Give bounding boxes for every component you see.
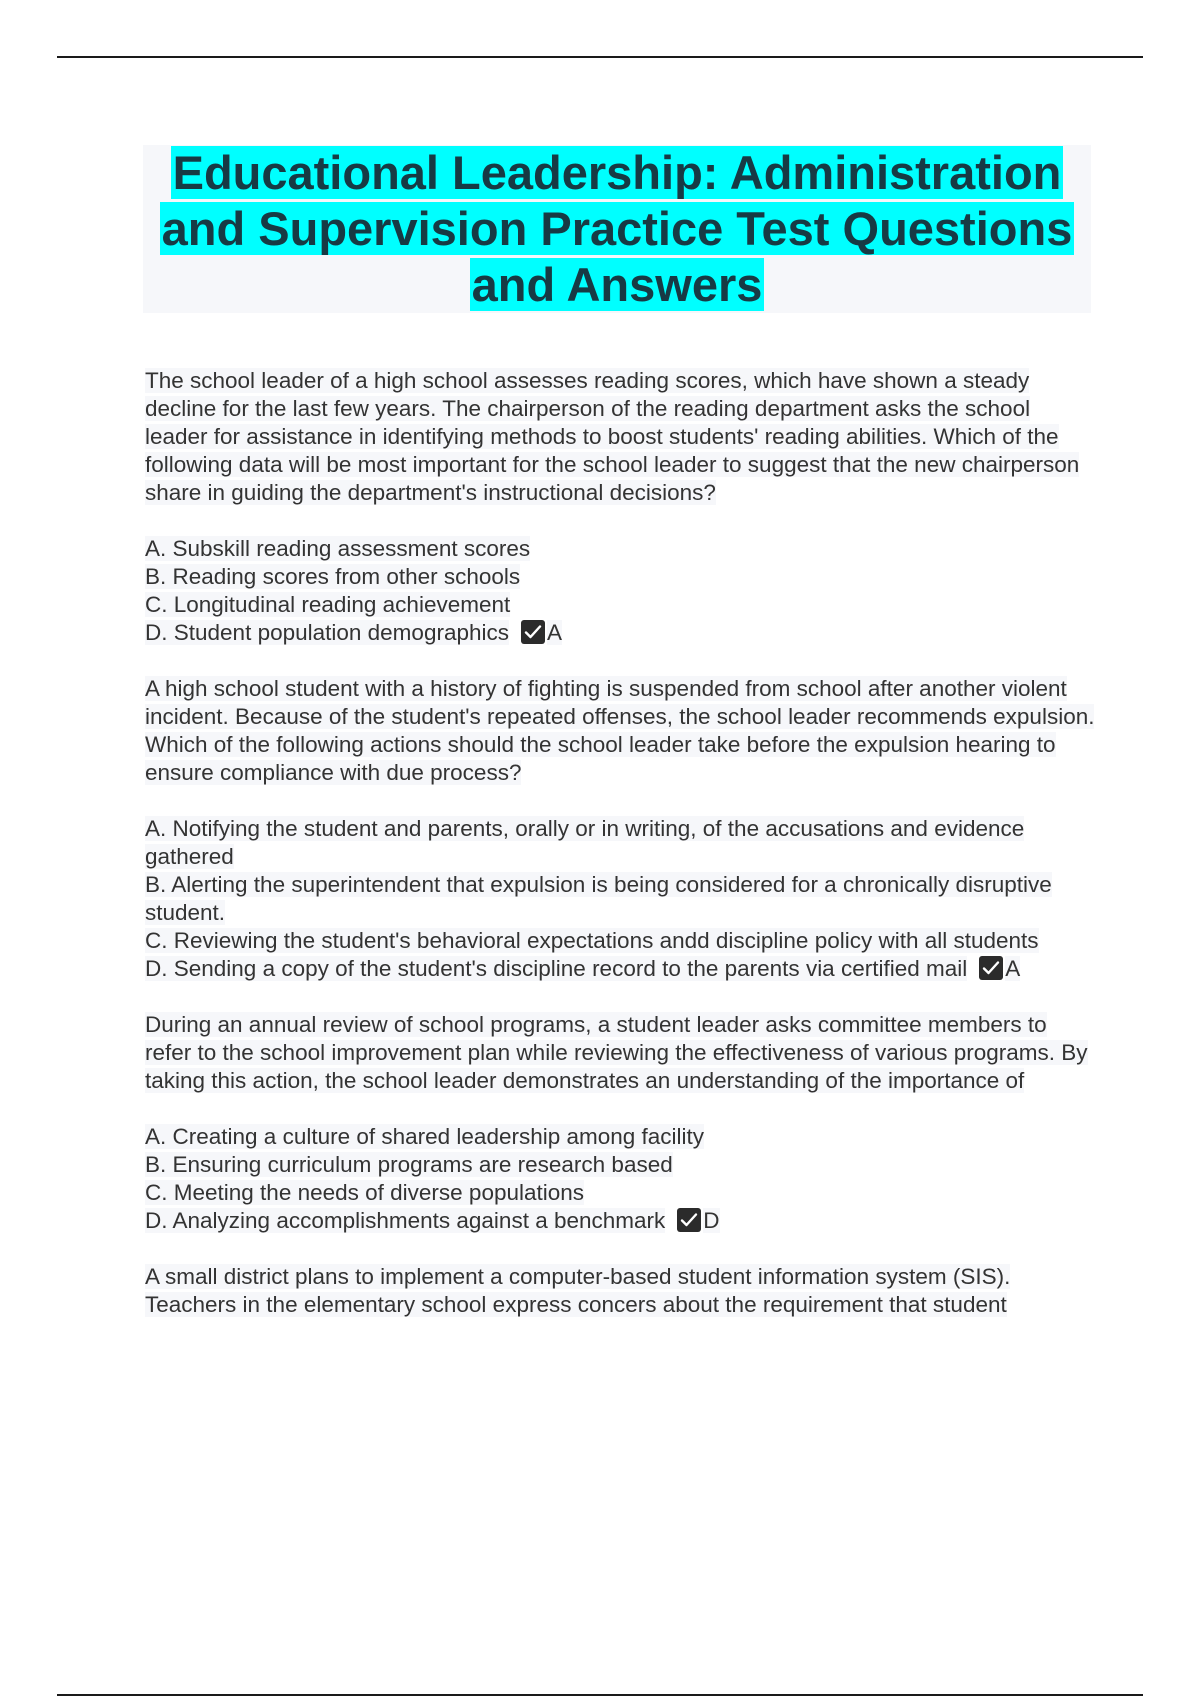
answer-label: A (1005, 956, 1021, 981)
option-c: C. Meeting the needs of diverse populations (145, 1180, 585, 1205)
check-mark-icon (979, 956, 1003, 980)
option-d: D. Sending a copy of the student's discipline record to the parents via certified mail A (145, 956, 1021, 981)
document-title: Educational Leadership: Administration and Supervision Practice Test Questions and Answers (161, 146, 1073, 311)
option-a: A. Notifying the student and parents, orally or in writing, of the accusations and evidence gathered (145, 816, 1025, 869)
question-2 (145, 675, 1095, 787)
answer-label: A (547, 620, 563, 645)
answer-label: D (703, 1208, 720, 1233)
check-mark-icon (521, 620, 545, 644)
footer-rule (57, 1694, 1143, 1696)
question-1-options (145, 535, 1095, 647)
option-a: A. Subskill reading assessment scores (145, 536, 531, 561)
check-mark-icon (677, 1208, 701, 1232)
question-3-options (145, 1123, 1095, 1235)
option-b: B. Reading scores from other schools (145, 564, 521, 589)
title-block (143, 145, 1091, 313)
question-text: During an annual review of school programs, a student leader asks committee members to refer to the school improvement plan while reviewing the effectiveness of various programs. By taking this action, the school leader demonstrates an understanding of the importance of (145, 1012, 1088, 1093)
question-text: The school leader of a high school assesses reading scores, which have shown a steady decline for the last few years. The chairperson of the reading department asks the school leader for assistance in identifying methods to boost students' reading abilities. Which of the following data will be most important for the school leader to suggest that the new chairperson share in guiding the department's instructional decisions? (145, 368, 1080, 505)
option-c: C. Reviewing the student's behavioral expectations andd discipline policy with all students (145, 928, 1039, 953)
question-4 (145, 1263, 1095, 1319)
question-3 (145, 1011, 1095, 1095)
option-b: B. Ensuring curriculum programs are research based (145, 1152, 673, 1177)
question-2-options (145, 815, 1095, 983)
option-b: B. Alerting the superintendent that expulsion is being considered for a chronically disruptive student. (145, 872, 1052, 925)
question-1 (145, 367, 1095, 507)
option-d: D. Analyzing accomplishments against a benchmark D (145, 1208, 720, 1233)
document-body (145, 367, 1095, 1347)
question-text: A high school student with a history of fighting is suspended from school after another violent incident. Because of the student's repeated offenses, the school leader recommends expulsion. Which of the following actions should the school leader take before the expulsion hearing to ensure compliance with due process? (145, 676, 1095, 785)
question-text: A small district plans to implement a computer-based student information system (SIS). Teachers in the elementary school express concers about the requirement that student (145, 1264, 1011, 1317)
option-c: C. Longitudinal reading achievement (145, 592, 511, 617)
option-a: A. Creating a culture of shared leadership among facility (145, 1124, 705, 1149)
option-d: D. Student population demographics A (145, 620, 563, 645)
header-rule (57, 56, 1143, 58)
